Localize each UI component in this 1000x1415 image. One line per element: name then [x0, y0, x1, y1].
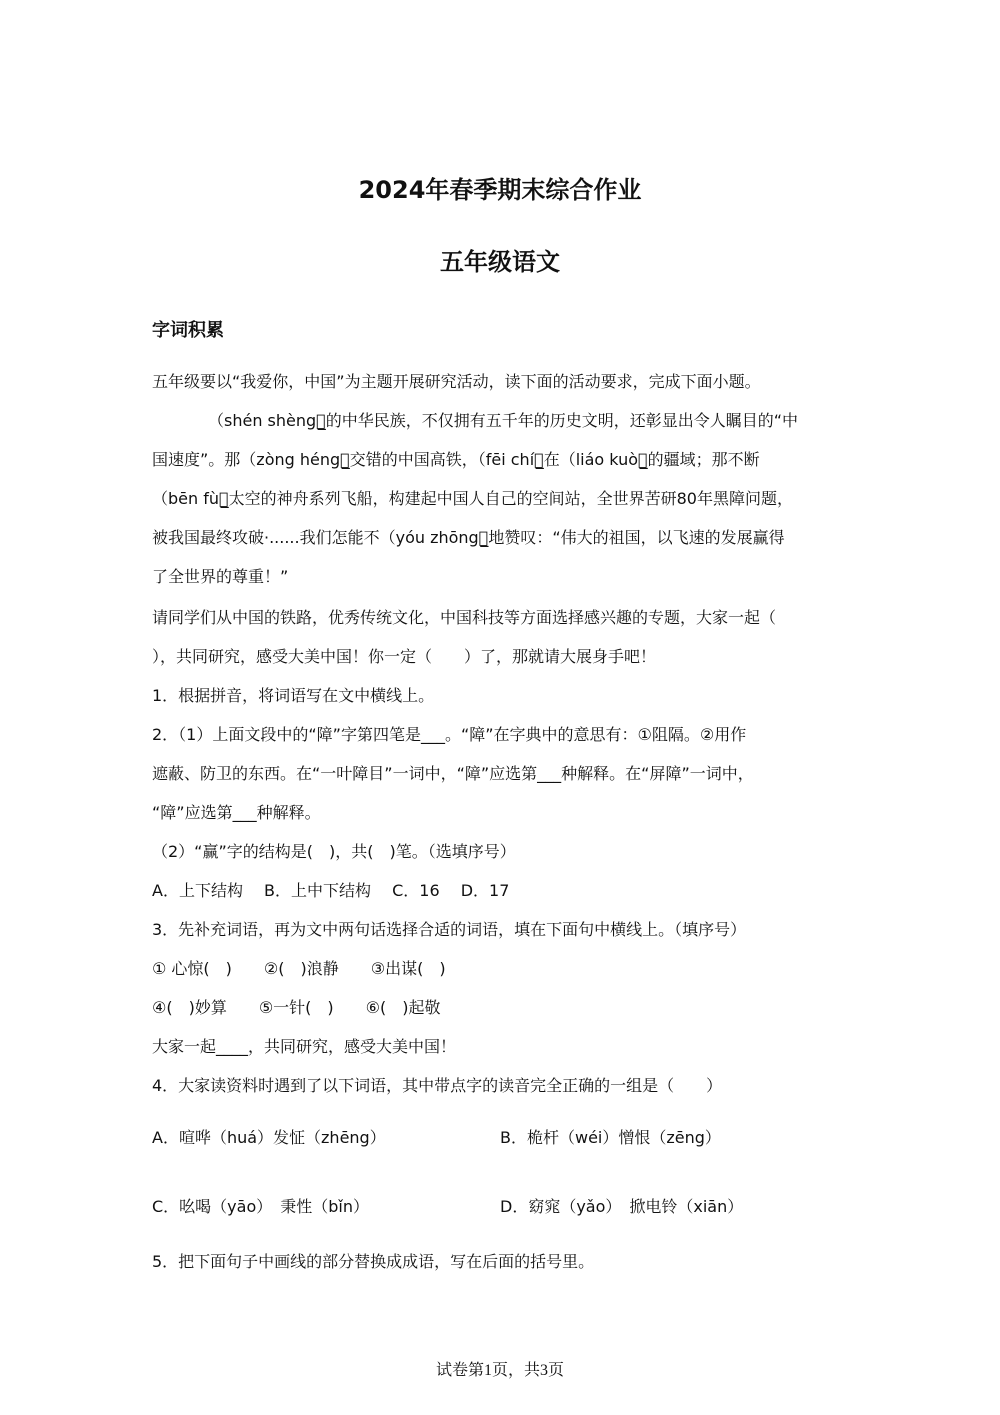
question-3-words: ① 心惊( ) ②( )浪静 ③出谋( )	[152, 959, 446, 978]
passage-line: （shén shèng）̲的中华民族，不仅拥有五千年的历史文明，还彰显出令人瞩目的“中	[208, 411, 799, 430]
passage-line: （bēn fù）̲太空的神舟系列飞船，构建起中国人自己的空间站，全世界苦研80年黑障问题，	[152, 489, 793, 508]
question-4-option-c: C．吆喝（yāo） 秉性（bǐn）	[152, 1197, 369, 1216]
question-3-sentence: 大家一起____，共同研究，感受大美中国！	[152, 1037, 457, 1056]
request-line: ），共同研究，感受大美中国！你一定（ ）了，那就请大展身手吧！	[152, 647, 657, 666]
request-line: 请同学们从中国的铁路，优秀传统文化，中国科技等方面选择感兴趣的专题，大家一起（	[152, 608, 777, 627]
section-title: 字词积累	[152, 320, 224, 341]
passage-line: 了全世界的尊重！”	[152, 567, 289, 586]
question-4-option-a: A．喧哗（huá）发怔（zhēng）	[152, 1128, 386, 1147]
question-1: 1．根据拼音，将词语写在文中横线上。	[152, 686, 435, 705]
page-footer: 试卷第1页，共3页	[435, 1362, 564, 1379]
question-2-line: 2．（1）上面文段中的“障”字第四笔是___。“障”在字典中的意思有：①阻隔。②用作	[152, 725, 747, 744]
question-2-line: 遮蔽、防卫的东西。在“一叶障目”一词中，“障”应选第___种解释。在“屏障”一词中，	[152, 764, 754, 783]
question-3-line: 3．先补充词语，再为文中两句话选择合适的词语，填在下面句中横线上。（填序号）	[152, 920, 747, 939]
question-5: 5．把下面句子中画线的部分替换成成语，写在后面的括号里。	[152, 1252, 595, 1271]
page-title: 2024年春季期末综合作业	[358, 176, 642, 204]
page-subtitle: 五年级语文	[440, 248, 560, 276]
question-4-option-d: D．窈窕（yǎo） 掀电铃（xiān）	[500, 1197, 744, 1216]
passage-intro: 五年级要以“我爱你，中国”为主题开展研究活动，读下面的活动要求，完成下面小题。	[152, 372, 761, 391]
passage-line: 被我国最终攻破·......我们怎能不（yóu zhōng）̲地赞叹：“伟大的祖国，以飞速的发展赢得	[152, 528, 785, 547]
question-2-options: A．上下结构 B．上中下结构 C．16 D．17	[152, 881, 510, 900]
passage-line: 国速度”。那（zòng héng）̲交错的中国高铁，（fēi chí）̲在（liáo kuò）̲的疆域；那不断	[152, 450, 760, 469]
question-3-words: ④( )妙算 ⑤一针( ) ⑥( )起敬	[152, 998, 441, 1017]
question-4-stem: 4．大家读资料时遇到了以下词语，其中带点字的读音完全正确的一组是（ ）	[152, 1076, 723, 1095]
question-4-option-b: B．桅杆（wéi）憎恨（zēng）	[500, 1128, 721, 1147]
question-2-line: （2）“赢”字的结构是( )，共( )笔。（选填序号）	[152, 842, 516, 861]
question-2-line: “障”应选第___种解释。	[152, 803, 321, 822]
